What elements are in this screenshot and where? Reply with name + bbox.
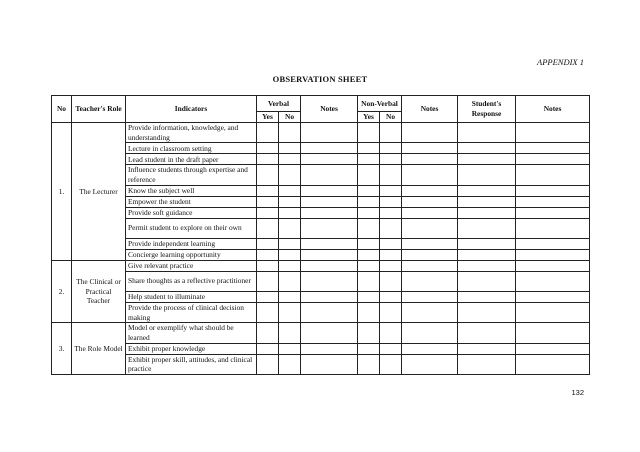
verbal-yes-cell[interactable] (257, 354, 279, 374)
student-response-cell[interactable] (458, 207, 516, 218)
indicator-text: Provide the process of clinical decision making (126, 302, 257, 322)
nonverbal-no-cell[interactable] (380, 238, 402, 249)
nonverbal-notes-cell[interactable] (402, 343, 458, 354)
nonverbal-no-cell[interactable] (380, 302, 402, 322)
indicator-text: Empower the student (126, 196, 257, 207)
verbal-yes-cell[interactable] (257, 123, 279, 143)
nonverbal-notes-cell[interactable] (402, 218, 458, 238)
verbal-notes-cell[interactable] (301, 143, 358, 154)
student-response-cell[interactable] (458, 302, 516, 322)
header-notes-nonverbal: Notes (402, 96, 458, 123)
verbal-notes-cell[interactable] (301, 291, 358, 302)
table-row (52, 196, 590, 207)
response-notes-cell[interactable] (516, 271, 590, 291)
verbal-notes-cell[interactable] (301, 260, 358, 271)
response-notes-cell[interactable] (516, 238, 590, 249)
nonverbal-no-cell[interactable] (380, 143, 402, 154)
response-notes-cell[interactable] (516, 143, 590, 154)
verbal-notes-cell[interactable] (301, 196, 358, 207)
verbal-notes-cell[interactable] (301, 123, 358, 143)
verbal-yes-cell[interactable] (257, 260, 279, 271)
nonverbal-no-cell[interactable] (380, 196, 402, 207)
table-row (52, 154, 590, 165)
nonverbal-yes-cell[interactable] (358, 165, 380, 185)
table-row (52, 123, 590, 143)
verbal-yes-cell[interactable] (257, 196, 279, 207)
nonverbal-no-cell[interactable] (380, 354, 402, 374)
observation-table-body (52, 123, 590, 375)
header-indicators: Indicators (126, 96, 257, 123)
verbal-yes-cell[interactable] (257, 343, 279, 354)
nonverbal-yes-cell[interactable] (358, 302, 380, 322)
nonverbal-notes-cell[interactable] (402, 238, 458, 249)
verbal-yes-cell[interactable] (257, 143, 279, 154)
header-verbal-yes: Yes (257, 112, 279, 123)
observation-table (51, 95, 590, 375)
nonverbal-notes-cell[interactable] (402, 185, 458, 196)
nonverbal-no-cell[interactable] (380, 207, 402, 218)
student-response-cell[interactable] (458, 238, 516, 249)
header-notes-verbal: Notes (301, 96, 358, 123)
table-row (52, 260, 590, 271)
response-notes-cell[interactable] (516, 165, 590, 185)
indicator-text: Exhibit proper skill, attitudes, and clinical practice (126, 354, 257, 374)
table-row (52, 207, 590, 218)
verbal-no-cell[interactable] (279, 196, 301, 207)
response-notes-cell[interactable] (516, 185, 590, 196)
verbal-notes-cell[interactable] (301, 354, 358, 374)
verbal-notes-cell[interactable] (301, 323, 358, 343)
table-row (52, 249, 590, 260)
student-response-cell[interactable] (458, 165, 516, 185)
nonverbal-no-cell[interactable] (380, 260, 402, 271)
verbal-no-cell[interactable] (279, 302, 301, 322)
nonverbal-yes-cell[interactable] (358, 323, 380, 343)
nonverbal-notes-cell[interactable] (402, 249, 458, 260)
verbal-notes-cell[interactable] (301, 185, 358, 196)
header-nonverbal: Non-Verbal (358, 96, 402, 112)
verbal-notes-cell[interactable] (301, 218, 358, 238)
indicator-text: Concierge learning opportunity (126, 249, 257, 260)
nonverbal-yes-cell[interactable] (358, 154, 380, 165)
response-notes-cell[interactable] (516, 354, 590, 374)
nonverbal-notes-cell[interactable] (402, 354, 458, 374)
table-row (52, 165, 590, 185)
response-notes-cell[interactable] (516, 249, 590, 260)
student-response-cell[interactable] (458, 271, 516, 291)
table-row (52, 354, 590, 374)
nonverbal-no-cell[interactable] (380, 123, 402, 143)
indicator-text: Exhibit proper knowledge (126, 343, 257, 354)
student-response-cell[interactable] (458, 143, 516, 154)
nonverbal-no-cell[interactable] (380, 154, 402, 165)
response-notes-cell[interactable] (516, 323, 590, 343)
verbal-notes-cell[interactable] (301, 207, 358, 218)
nonverbal-notes-cell[interactable] (402, 260, 458, 271)
student-response-cell[interactable] (458, 249, 516, 260)
verbal-yes-cell[interactable] (257, 323, 279, 343)
table-row (52, 302, 590, 322)
table-row (52, 291, 590, 302)
header-nonverbal-no: No (380, 112, 402, 123)
table-row (52, 143, 590, 154)
group-number: 1. (52, 123, 72, 261)
verbal-no-cell[interactable] (279, 154, 301, 165)
nonverbal-no-cell[interactable] (380, 185, 402, 196)
teacher-role: The Role Model (72, 323, 126, 375)
verbal-yes-cell[interactable] (257, 207, 279, 218)
nonverbal-no-cell[interactable] (380, 165, 402, 185)
nonverbal-yes-cell[interactable] (358, 123, 380, 143)
indicator-text: Model or exemplify what should be learned (126, 323, 257, 343)
nonverbal-yes-cell[interactable] (358, 260, 380, 271)
student-response-cell[interactable] (458, 123, 516, 143)
indicator-text: Lead student in the draft paper (126, 154, 257, 165)
verbal-yes-cell[interactable] (257, 185, 279, 196)
verbal-yes-cell[interactable] (257, 271, 279, 291)
indicator-text: Provide information, knowledge, and understanding (126, 123, 257, 143)
nonverbal-no-cell[interactable] (380, 218, 402, 238)
nonverbal-yes-cell[interactable] (358, 207, 380, 218)
indicator-text: Influence students through expertise and reference (126, 165, 257, 185)
verbal-no-cell[interactable] (279, 185, 301, 196)
nonverbal-yes-cell[interactable] (358, 196, 380, 207)
nonverbal-no-cell[interactable] (380, 291, 402, 302)
response-notes-cell[interactable] (516, 260, 590, 271)
nonverbal-notes-cell[interactable] (402, 271, 458, 291)
nonverbal-notes-cell[interactable] (402, 165, 458, 185)
indicator-text: Provide independent learning (126, 238, 257, 249)
verbal-notes-cell[interactable] (301, 302, 358, 322)
verbal-no-cell[interactable] (279, 260, 301, 271)
table-row (52, 323, 590, 343)
verbal-notes-cell[interactable] (301, 238, 358, 249)
verbal-yes-cell[interactable] (257, 218, 279, 238)
response-notes-cell[interactable] (516, 302, 590, 322)
nonverbal-no-cell[interactable] (380, 343, 402, 354)
student-response-cell[interactable] (458, 218, 516, 238)
verbal-notes-cell[interactable] (301, 165, 358, 185)
verbal-no-cell[interactable] (279, 354, 301, 374)
verbal-no-cell[interactable] (279, 207, 301, 218)
nonverbal-notes-cell[interactable] (402, 302, 458, 322)
verbal-notes-cell[interactable] (301, 343, 358, 354)
table-row (52, 185, 590, 196)
verbal-no-cell[interactable] (279, 291, 301, 302)
table-row (52, 218, 590, 238)
group-number: 2. (52, 260, 72, 322)
header-student-response: Student's Response (458, 96, 516, 123)
student-response-cell[interactable] (458, 343, 516, 354)
verbal-no-cell[interactable] (279, 323, 301, 343)
response-notes-cell[interactable] (516, 196, 590, 207)
page-title: OBSERVATION SHEET (272, 74, 368, 84)
nonverbal-yes-cell[interactable] (358, 354, 380, 374)
student-response-cell[interactable] (458, 196, 516, 207)
indicator-text: Permit student to explore on their own (126, 218, 257, 238)
indicator-text: Give relevant practice (126, 260, 257, 271)
nonverbal-notes-cell[interactable] (402, 323, 458, 343)
teacher-role: The Clinical or Practical Teacher (72, 260, 126, 322)
verbal-yes-cell[interactable] (257, 154, 279, 165)
verbal-no-cell[interactable] (279, 249, 301, 260)
header-nonverbal-yes: Yes (358, 112, 380, 123)
table-row (52, 271, 590, 291)
nonverbal-yes-cell[interactable] (358, 238, 380, 249)
student-response-cell[interactable] (458, 323, 516, 343)
response-notes-cell[interactable] (516, 218, 590, 238)
header-verbal: Verbal (257, 96, 301, 112)
nonverbal-yes-cell[interactable] (358, 291, 380, 302)
nonverbal-notes-cell[interactable] (402, 207, 458, 218)
verbal-notes-cell[interactable] (301, 271, 358, 291)
indicator-text: Know the subject well (126, 185, 257, 196)
nonverbal-notes-cell[interactable] (402, 123, 458, 143)
verbal-no-cell[interactable] (279, 165, 301, 185)
student-response-cell[interactable] (458, 260, 516, 271)
verbal-no-cell[interactable] (279, 271, 301, 291)
response-notes-cell[interactable] (516, 123, 590, 143)
nonverbal-yes-cell[interactable] (358, 271, 380, 291)
nonverbal-notes-cell[interactable] (402, 143, 458, 154)
nonverbal-notes-cell[interactable] (402, 196, 458, 207)
nonverbal-no-cell[interactable] (380, 271, 402, 291)
verbal-notes-cell[interactable] (301, 154, 358, 165)
response-notes-cell[interactable] (516, 343, 590, 354)
nonverbal-yes-cell[interactable] (358, 143, 380, 154)
verbal-yes-cell[interactable] (257, 302, 279, 322)
nonverbal-yes-cell[interactable] (358, 218, 380, 238)
table-row (52, 238, 590, 249)
nonverbal-yes-cell[interactable] (358, 185, 380, 196)
response-notes-cell[interactable] (516, 291, 590, 302)
header-notes-response: Notes (516, 96, 590, 123)
group-number: 3. (52, 323, 72, 375)
nonverbal-yes-cell[interactable] (358, 343, 380, 354)
verbal-notes-cell[interactable] (301, 249, 358, 260)
indicator-text: Provide soft guidance (126, 207, 257, 218)
verbal-yes-cell[interactable] (257, 238, 279, 249)
student-response-cell[interactable] (458, 154, 516, 165)
student-response-cell[interactable] (458, 354, 516, 374)
student-response-cell[interactable] (458, 185, 516, 196)
header-no: No (52, 96, 72, 123)
nonverbal-notes-cell[interactable] (402, 154, 458, 165)
indicator-text: Share thoughts as a reflective practitioner (126, 271, 257, 291)
nonverbal-yes-cell[interactable] (358, 249, 380, 260)
indicator-text: Lecture in classroom setting (126, 143, 257, 154)
verbal-no-cell[interactable] (279, 343, 301, 354)
verbal-no-cell[interactable] (279, 143, 301, 154)
response-notes-cell[interactable] (516, 154, 590, 165)
response-notes-cell[interactable] (516, 207, 590, 218)
verbal-yes-cell[interactable] (257, 165, 279, 185)
nonverbal-notes-cell[interactable] (402, 291, 458, 302)
indicator-text: Help student to illuminate (126, 291, 257, 302)
verbal-no-cell[interactable] (279, 123, 301, 143)
header-verbal-no: No (279, 112, 301, 123)
verbal-yes-cell[interactable] (257, 249, 279, 260)
teacher-role: The Lecturer (72, 123, 126, 261)
header-role: Teacher's Role (72, 96, 126, 123)
verbal-yes-cell[interactable] (257, 291, 279, 302)
verbal-no-cell[interactable] (279, 238, 301, 249)
verbal-no-cell[interactable] (279, 218, 301, 238)
page-number: 132 (571, 388, 584, 397)
nonverbal-no-cell[interactable] (380, 249, 402, 260)
student-response-cell[interactable] (458, 291, 516, 302)
table-row (52, 343, 590, 354)
nonverbal-no-cell[interactable] (380, 323, 402, 343)
appendix-label: APPENDIX 1 (537, 57, 584, 67)
